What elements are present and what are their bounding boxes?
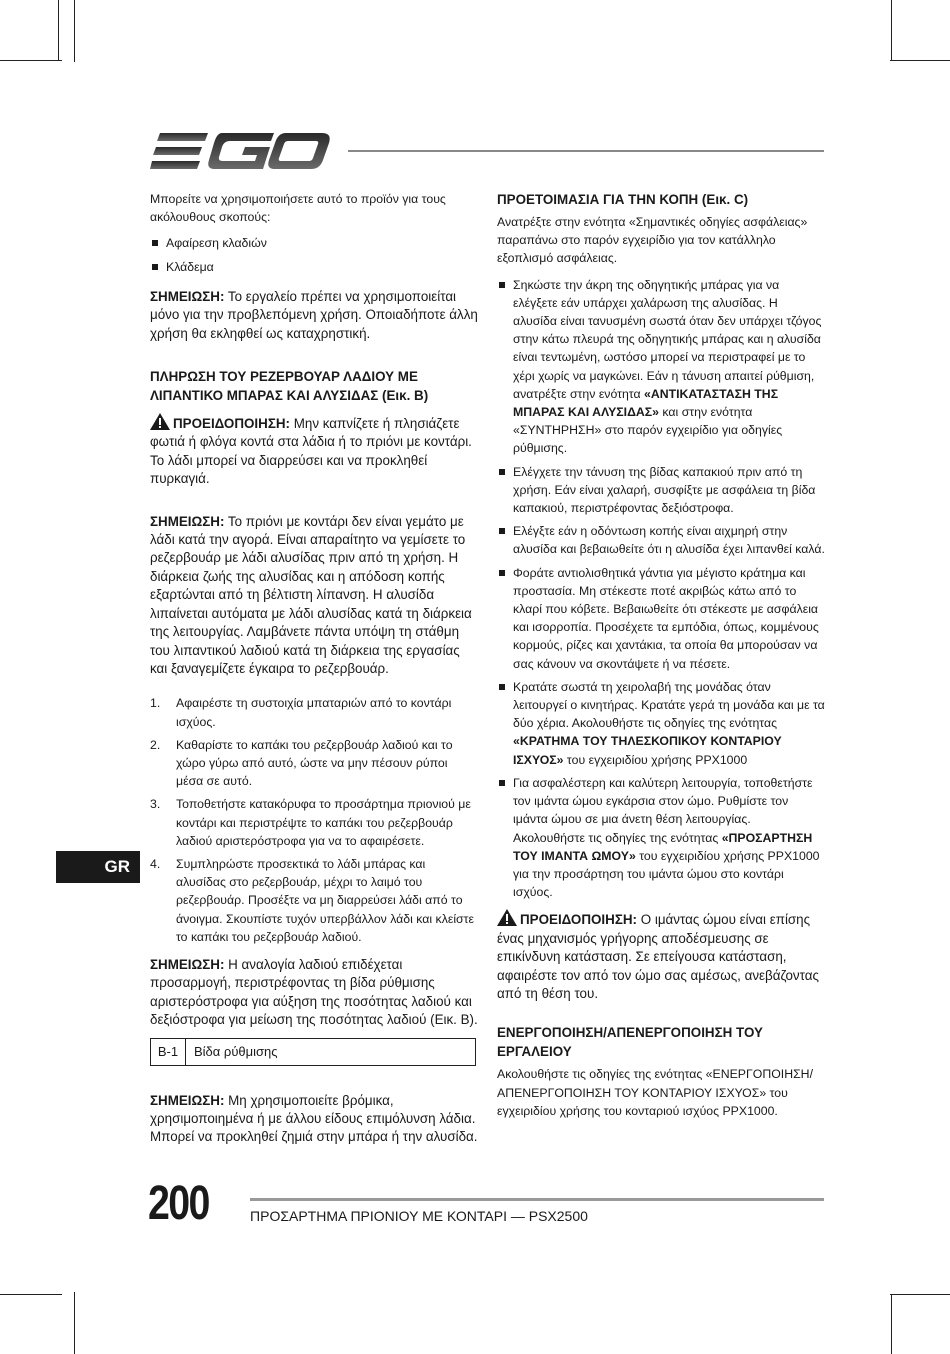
crop-mark xyxy=(58,0,59,60)
crop-mark xyxy=(74,1292,75,1354)
footer-rule xyxy=(250,1198,824,1201)
warning-text: Μην καπνίζετε ή πλησιάζετε φωτιά ή φλόγα κοντά στα λάδια ή το πριόνι με κοντάρι. Το λάδι μπορεί να διαρρεύσει και να προκληθεί πυρκαγιά. xyxy=(150,416,472,487)
list-item: Ελέγχετε την τάνυση της βίδας καπακιού πριν από τη χρήση. Εάν είναι χαλαρή, συσφίξτε με ασφάλεια τη βίδα καπακιού, περιστρέφοντας δεξιόστροφα. xyxy=(497,463,825,518)
list-item: Κλάδεμα xyxy=(150,258,478,276)
note-text: Μη χρησιμοποιείτε βρόμικα, χρησιμοποιημένα ή με άλλου είδους επιμόλυνση λάδια. Μπορεί να προκληθεί ζημιά στην μπάρα ή την αλυσίδα. xyxy=(150,1092,478,1145)
warning-icon xyxy=(150,413,170,430)
intro-text: Μπορείτε να χρησιμοποιήσετε αυτό το προϊόν για τους ακόλουθους σκοπούς: xyxy=(150,192,446,225)
right-column xyxy=(497,190,825,1128)
note-text: Το πριόνι με κοντάρι δεν είναι γεμάτο με λάδι κατά την αγορά. Είναι απαραίτητο να γεμίσετε το ρεζερβουάρ με λάδι αλυσίδας πριν από τη χρήση. Η διάρκεια ζωής της αλυσίδας και η απόδοση κοπής εξαρτώνται από τη βέλτιστη λίπανση. Η αλυσίδα λιπαίνεται αυτόματα με λάδι αλυσίδας κατά τη διάρκεια της λειτουργίας. Λαμβάνετε πάντα υπόψη τη στάθμη του λιπαντικού λαδιού κατά τη διάρκεια της εργασίας και ξαναγεμίζετε έγκαιρα το ρεζερβουάρ. xyxy=(150,513,472,676)
section-heading-prep: ΠΡΟΕΤΟΙΜΑΣΙΑ ΓΙΑ ΤΗΝ ΚΟΠΗ (Εικ. C) xyxy=(497,192,749,207)
crop-mark xyxy=(0,1294,62,1295)
note-paragraph xyxy=(150,1092,478,1147)
list-item: Ελέγξτε εάν η οδόντωση κοπής είναι αιχμηρή στην αλυσίδα και βεβαιωθείτε ότι η αλυσίδα έχει λιπανθεί καλά. xyxy=(497,522,825,558)
prep-list xyxy=(497,276,825,902)
crop-mark xyxy=(891,1294,892,1354)
legend-key: B-1 xyxy=(151,1039,186,1065)
uses-list xyxy=(150,234,478,275)
crop-mark xyxy=(891,0,892,60)
figure-legend-table xyxy=(150,1038,476,1066)
section-heading-fill: ΠΛΗΡΩΣΗ ΤΟΥ ΡΕΖΕΡΒΟΥΑΡ ΛΑΔΙΟΥ ΜΕ ΛΙΠΑΝΤΙΚΟ ΜΠΑΡΑΣ ΚΑΙ ΑΛΥΣΙΔΑΣ (Εικ. B) xyxy=(150,369,429,404)
section-heading-onoff: ΕΝΕΡΓΟΠΟΙΗΣΗ/ΑΠΕΝΕΡΓΟΠΟΙΗΣΗ ΤΟΥ ΕΡΓΑΛΕΙΟΥ xyxy=(497,1025,763,1060)
note-text: Η αναλογία λαδιού επιδέχεται προσαρμογή, περιστρέφοντας τη βίδα ρύθμισης αριστερόστροφα για αύξηση της ποσότητας λαδιού και δεξιόστροφα για μείωση της ποσότητας λαδιού (Εικ. B). xyxy=(150,956,478,1028)
note-paragraph xyxy=(150,956,478,1030)
crop-mark xyxy=(74,0,75,62)
header-rule xyxy=(348,150,824,152)
onoff-text: Ακολουθήστε τις οδηγίες της ενότητας «ΕΝΕΡΓΟΠΟΙΗΣΗ/ ΑΠΕΝΕΡΓΟΠΟΙΗΣΗ ΤΟΥ ΚΟΝΤΑΡΙΟΥ ΙΣΧΥΟΣ» του εγχειριδίου χρήσης του κονταριού ισχύος PPX1000. xyxy=(497,1067,813,1118)
warning-text: Ο ιμάντας ώμου είναι επίσης ένας μηχανισμός γρήγορης αποδέσμευσης σε επικίνδυνη κατάσταση. Σε επείγουσα κατάσταση, αφαιρέστε τον από τον ώμο σας αμέσως, ανεβάζοντας από τη θέση του. xyxy=(497,912,819,1001)
list-item: Για ασφαλέστερη και καλύτερη λειτουργία, τοποθετήστε τον ιμάντα ώμου εγκάρσια στον ώμο. Ρυθμίστε τον ιμάντα ώμου σε μια άνετη θέση λειτουργίας. Ακολουθήστε τις οδηγίες της ενότητας «ΠΡΟΣΑΡΤΗΣΗ ΤΟΥ ΙΜΑΝΤΑ ΩΜΟΥ» του εγχειριδίου χρήσης PPX1000 για την προσάρτηση του ιμάντα ώμου στο κοντάρι ισχύος. xyxy=(497,774,825,901)
prep-intro: Ανατρέξτε στην ενότητα «Σημαντικές οδηγίες ασφάλειας» παραπάνω στο παρόν εγχειρίδιο για τον κατάλληλο εξοπλισμό ασφάλειας. xyxy=(497,215,808,266)
warning-label: ΠΡΟΕΙΔΟΠΟΙΗΣΗ: xyxy=(520,912,637,928)
footer-title: ΠΡΟΣΑΡΤΗΜΑ ΠΡΙΟΝΙΟΥ ΜΕ ΚΟΝΤΑΡΙ — PSX2500 xyxy=(250,1208,588,1224)
note-label: ΣΗΜΕΙΩΣΗ: xyxy=(150,1092,225,1108)
steps-list xyxy=(150,694,478,946)
list-item: Κρατάτε σωστά τη χειρολαβή της μονάδας όταν λειτουργεί ο κινητήρας. Κρατάτε γερά τη μονάδα και με τα δύο χέρια. Ακολουθήστε τις οδηγίες της ενότητας «ΚΡΑΤΗΜΑ ΤΟΥ ΤΗΛΕΣΚΟΠΙΚΟΥ ΚΟΝΤΑΡΙΟΥ ΙΣΧΥΟΣ» του εγχειριδίου χρήσης PPX1000 xyxy=(497,678,825,769)
list-item: Σηκώστε την άκρη της οδηγητικής μπάρας για να ελέγξετε εάν υπάρχει χαλάρωση της αλυσίδας. Η αλυσίδα είναι τανυσμένη σωστά όταν δεν υπάρχει τζόγος στην κάτω πλευρά της οδηγητικής μπάρας και η αλυσίδα είναι τεντωμένη, ωστόσο μπορεί να περιστραφεί με το χέρι χωρίς να μαγκώνει. Εάν η τάνυση απαιτεί ρύθμιση, ανατρέξτε στην ενότητα «ΑΝΤΙΚΑΤΑΣΤΑΣΗ ΤΗΣ ΜΠΑΡΑΣ ΚΑΙ ΑΛΥΣΙΔΑΣ» και στην ενότητα «ΣΥΝΤΗΡΗΣΗ» στο παρόν εγχειρίδιο για οδηγίες ρύθμισης. xyxy=(497,276,825,458)
note-paragraph xyxy=(150,513,478,679)
crop-mark xyxy=(890,1294,950,1295)
left-column xyxy=(150,190,478,1155)
warning-paragraph xyxy=(150,413,478,489)
ego-logo xyxy=(150,130,330,172)
step-item: 2. Καθαρίστε το καπάκι του ρεζερβουάρ λαδιού και το χώρο γύρω από αυτό, ώστε να μην πέσουν ρύποι μέσα σε αυτό. xyxy=(150,737,453,789)
note-label: ΣΗΜΕΙΩΣΗ: xyxy=(150,956,225,972)
list-item: Αφαίρεση κλαδιών xyxy=(150,234,478,252)
warning-label: ΠΡΟΕΙΔΟΠΟΙΗΣΗ: xyxy=(173,416,290,432)
step-item: 1. Αφαιρέστε τη συστοιχία μπαταριών από το κοντάρι ισχύος. xyxy=(150,696,452,729)
note-label: ΣΗΜΕΙΩΣΗ: xyxy=(150,288,225,304)
crop-mark xyxy=(890,60,950,61)
language-tab: GR xyxy=(56,851,140,883)
step-item: 4. Συμπληρώστε προσεκτικά το λάδι μπάρας και αλυσίδας στο ρεζερβουάρ, μέχρι το λαιμό του ρεζερβουάρ. Προσέξτε να μη διαρρεύσει λάδι από το άνοιγμα. Σκουπίστε τυχόν υπερβάλλον λάδι και κλείστε το καπάκι του ρεζερβουάρ λαδιού. xyxy=(150,856,474,944)
crop-mark xyxy=(0,60,62,61)
warning-paragraph xyxy=(497,909,825,1003)
note-paragraph xyxy=(150,288,478,343)
legend-value: Βίδα ρύθμισης xyxy=(194,1043,278,1059)
note-text: Το εργαλείο πρέπει να χρησιμοποιείται μόνο για την προβλεπόμενη χρήση. Οποιαδήποτε άλλη χρήση θα εκληφθεί ως καταχρηστική. xyxy=(150,288,478,341)
note-label: ΣΗΜΕΙΩΣΗ: xyxy=(150,513,225,529)
step-item: 3. Τοποθετήστε κατακόρυφα το προσάρτημα πριονιού με κοντάρι και περιστρέψτε το καπάκι του ρεζερβουάρ λαδιού αριστερόστροφα για να το αφαιρέσετε. xyxy=(150,797,471,848)
page-number: 200 xyxy=(148,1177,209,1230)
list-item: Φοράτε αντιολισθητικά γάντια για μέγιστο κράτημα και προστασία. Μη στέκεστε ποτέ ακριβώς κάτω από το κλαρί που κόβετε. Βεβαιωθείτε ότι στέκεστε με ασφάλεια και ισορροπία. Προσέχετε τα εμπόδια, όπως, κομμένους κορμούς, ρίζες και χαντάκια, τα οποία θα μπορούσαν να σας κάνουν να σκοντάψετε ή να πέσετε. xyxy=(497,564,825,673)
warning-icon xyxy=(497,909,517,926)
